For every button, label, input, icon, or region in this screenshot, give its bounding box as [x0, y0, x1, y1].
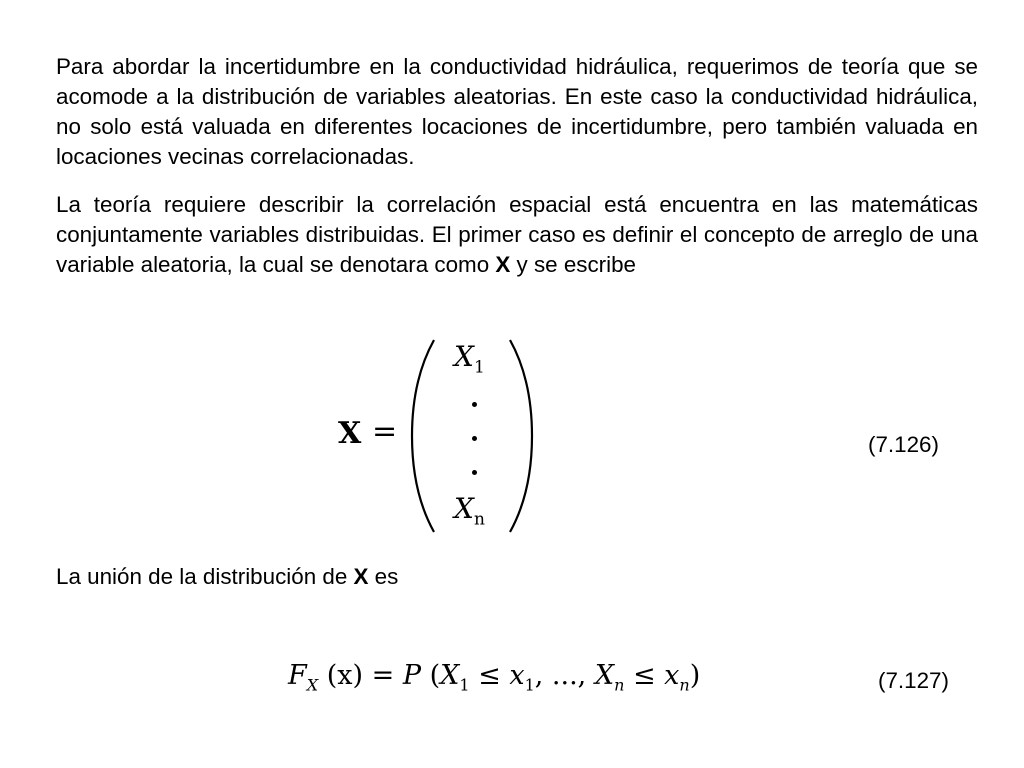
- union-bold-x: X: [353, 564, 369, 589]
- intro-paragraph: Para abordar la incertidumbre en la conductividad hidráulica, requerimos de teoría que se acomode a la distribución de variables aleatorias. En este caso la conductividad hidráulica, no solo está valuada en diferentes locaciones de incertidumbre, pero también valuada en locaciones vecinas correlacionadas.: [56, 54, 978, 169]
- theory-paragraph: [56, 190, 978, 280]
- theory-text-after: y se escribe: [510, 252, 636, 277]
- vector-last-element: $X_n$: [454, 492, 485, 530]
- vector-symbol: X: [338, 416, 362, 451]
- vector-dot: [472, 436, 477, 441]
- vector-dot: [472, 402, 477, 407]
- equals-sign: =: [372, 414, 398, 449]
- left-paren-icon: [408, 336, 438, 536]
- vector-first-element: $X_1$: [454, 340, 485, 378]
- union-paragraph: [56, 562, 978, 592]
- vector-dot: [472, 470, 477, 475]
- equation-number-7-126: (7.126): [868, 432, 939, 457]
- theory-text-before: La teoría requiere describir la correlación espacial está encuentra en las matemáticas conjuntamente variables distribuidas. El primer caso es definir el concepto de arreglo de una variable aleatoria, la cual se denotara como: [56, 192, 978, 277]
- theory-bold-x: X: [495, 252, 511, 277]
- union-text-after: es: [368, 564, 399, 589]
- union-text-before: La unión de la distribución de: [56, 564, 354, 589]
- equation-number-7-127: (7.127): [878, 668, 949, 693]
- right-paren-icon: [506, 336, 536, 536]
- equation-7-127: $F_X$ (x) = P ($X_1 \le x_1$, ..., $X_n \le x_n$): [288, 660, 701, 695]
